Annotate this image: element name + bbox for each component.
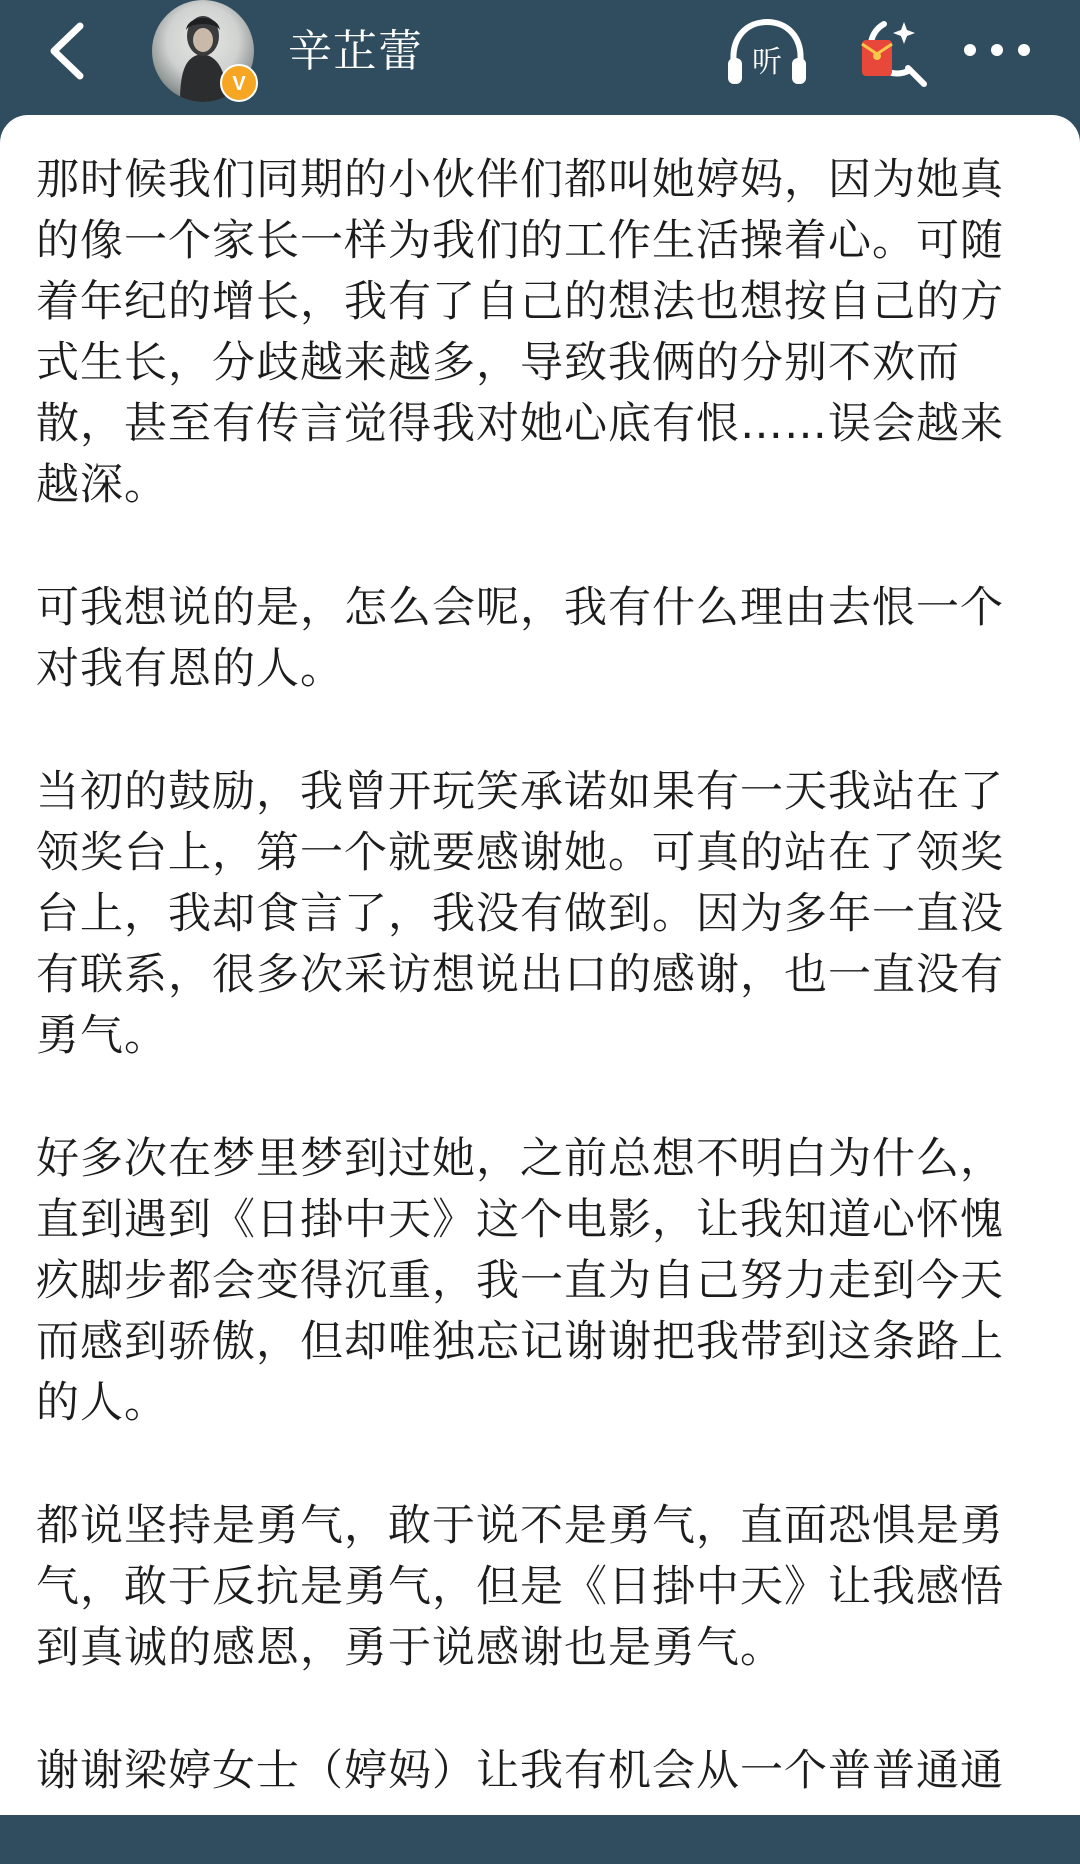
top-navigation-bar (0, 0, 1080, 115)
red-packet-search-button[interactable] (852, 12, 932, 90)
post-content-card (0, 115, 1080, 1815)
listen-label: 听 (752, 45, 782, 80)
profile-avatar-group[interactable] (150, 0, 260, 104)
verified-badge-icon (220, 64, 258, 102)
post-paragraph-1: 那时候我们同期的小伙伴们都叫她婷妈，因为她真的像一个家长一样为我们的工作生活操着心。可随着年纪的增长，我有了自己的想法也想按自己的方式生长，分歧越来越多，导致我俩的分别不欢而散，甚至有传言觉得我对她心底有恨……误会越来越深。 (36, 155, 1004, 510)
post-paragraph-2: 可我想说的是，怎么会呢，我有什么理由去恨一个对我有恩的人。 (36, 583, 1004, 694)
post-paragraph-4: 好多次在梦里梦到过她，之前总想不明白为什么，直到遇到《日掛中天》这个电影，让我知道心怀愧疚脚步都会变得沉重，我一直为自己努力走到今天而感到骄傲，但却唯独忘记谢谢把我带到这条路上的人。 (36, 1134, 1004, 1428)
back-button[interactable] (34, 14, 104, 84)
username[interactable]: 辛芷蕾 (288, 26, 423, 77)
more-dots-icon (960, 30, 1034, 70)
red-packet-icon (852, 12, 932, 90)
listen-button[interactable] (722, 16, 812, 88)
post-paragraph-5: 都说坚持是勇气，敢于说不是勇气，直面恐惧是勇气，敢于反抗是勇气，但是《日掛中天》让我感悟到真诚的感恩，勇于说感谢也是勇气。 (36, 1501, 1004, 1673)
post-body (36, 150, 1046, 1864)
headphones-listen-icon (722, 16, 812, 88)
more-options-button[interactable] (960, 30, 1034, 70)
post-paragraph-6: 谢谢梁婷女士（婷妈）让我有机会从一个普普通通 (36, 1746, 1004, 1796)
post-paragraph-3: 当初的鼓励，我曾开玩笑承诺如果有一天我站在了领奖台上，第一个就要感谢她。可真的站在了领奖台上，我却食言了，我没有做到。因为多年一直没有联系，很多次采访想说出口的感谢，也一直没有勇气。 (36, 767, 1004, 1061)
svg-text:V: V (232, 73, 246, 95)
back-arrow-icon (34, 14, 104, 84)
